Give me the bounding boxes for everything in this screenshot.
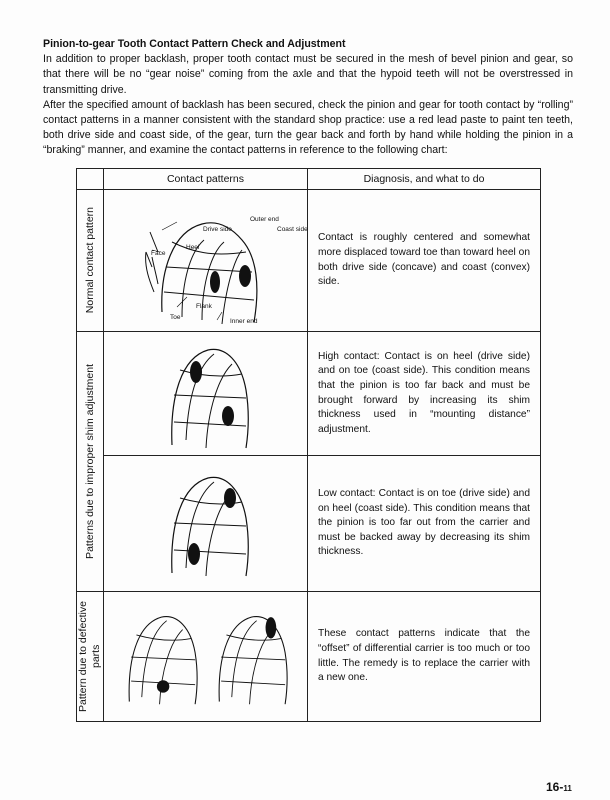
tooth-diagram-defective-2 [214,602,294,714]
row-normal [77,190,541,332]
chart-header-row [77,169,541,190]
diagram-low-contact [104,456,308,592]
row-low-contact [77,456,541,592]
diagnosis-high-contact: High contact: Contact is on heel (drive side) and on toe (coast side). This condition means that the pinion is too far back and must be brought forward by increasing its shim thickness used in “mounting distance” adjustment. [308,332,541,456]
intro-text [43,37,573,159]
section-title: Pinion-to-gear Tooth Contact Pattern Check and Adjustment [43,38,346,50]
contact-pattern-chart [76,168,541,722]
group-label-shim: Patterns due to improper shim adjustment [83,364,96,559]
diagram-defective [104,592,308,722]
diagnosis-normal: Contact is roughly centered and somewhat more displaced toward toe than toward heel on both drive side (concave) and coast (convex) side. [308,190,541,332]
group-label-normal: Normal contact pattern [83,207,96,314]
header-diagnosis: Diagnosis, and what to do [308,169,541,190]
page-number-sub: 11 [563,784,572,793]
paragraph-1: In addition to proper backlash, proper tooth contact must be secured in the mesh of bevel pinion and gear, so that there will be no “gear noise” coming from the axle and that the hypoid teeth will not be overstressed in transmitting drive. [43,53,573,96]
label-face: Face [151,250,166,257]
group-defective-cell [77,592,104,722]
row-defective [77,592,541,722]
group-shim-cell [77,332,104,592]
diagnosis-low-contact: Low contact: Contact is on toe (drive side) and on heel (coast side). This condition means that the pinion is too far out from the carrier and must be backed away by decreasing its shim thickness. [308,456,541,592]
header-contact-patterns: Contact patterns [104,169,308,190]
label-outer-end: Outer end [250,216,279,223]
label-coast-side: Coast side [277,226,308,233]
page-number-main: 16- [546,780,564,794]
tooth-diagram-defective-1 [124,602,204,714]
paragraph-2: After the specified amount of backlash has been secured, check the pinion and gear for tooth contact by “rolling” contact patterns in a manner consistent with the standard shop practice: use a red lead paste to paint ten teeth, both drive side and coast side, of the gear, turn the gear back and forth by hand while holding the pinion in a “braking” manner, and examine the contact patterns in reference to the following chart: [43,98,573,157]
label-inner-end: Inner end [230,318,258,325]
page-number [546,780,572,794]
row-high-contact [77,332,541,456]
tooth-diagram-high [166,340,256,452]
label-flank: Flank [196,303,212,310]
diagnosis-defective: These contact patterns indicate that the “offset” of differential carrier is too much or too little. The remedy is to replace the carrier with a new one. [308,592,541,722]
tooth-diagram-low [166,468,256,580]
header-blank [77,169,104,190]
diagram-high-contact [104,332,308,456]
label-drive-side: Drive side [203,226,232,233]
label-toe: Toe [170,314,181,321]
label-heel: Heel [186,244,200,251]
group-normal-cell [77,190,104,332]
diagram-normal [104,190,308,332]
group-label-defective: Pattern due to defective parts [77,601,102,712]
